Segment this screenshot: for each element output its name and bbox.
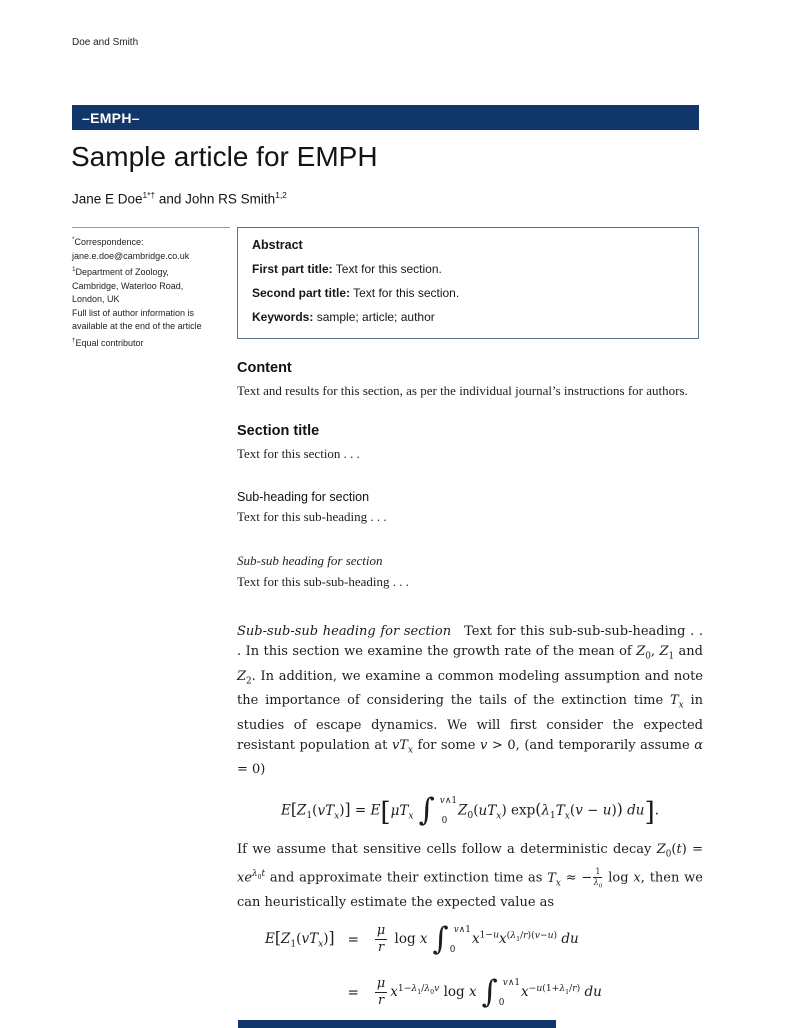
- author-line: Jane E Doe$^{1*\dagger}$ and John RS Smith$^{1,2}$: [72, 190, 287, 207]
- equals-sign: =: [347, 931, 359, 948]
- equation-rhs: $\frac{\mu}{r}$ log x ∫ v∧1 0 $x^{1-u}x^{(\lambda_1/r)(v-u)}$ du: [376, 921, 579, 958]
- sub-sub-heading: Sub-sub heading for section: [237, 553, 383, 568]
- abstract-item-label: Second part title:: [252, 286, 351, 300]
- paragraph-decay: If we assume that sensitive cells follow a deterministic decay $Z_0(t) = xe^{\lambda_0t}$ and approximate their extinction time as $T_x$ ≈ − $\frac{1}{\lambda_0}$ log x, then we can heuristically estimate the expected value as: [237, 841, 703, 911]
- abstract-heading: Abstract: [252, 238, 303, 252]
- abstract-item-text: Text for this section.: [332, 262, 442, 276]
- running-head: Doe and Smith: [72, 37, 139, 48]
- abstract-box: [237, 227, 699, 339]
- abstract-keywords-label: Keywords:: [252, 310, 314, 324]
- equation-rhs: $\frac{\mu}{r}$ $x^{1-\lambda_1/\lambda_0v}$ log x ∫ v∧1 0 $x^{-u(1+\lambda_1/r)}$ du: [376, 974, 602, 1011]
- section-heading-content: Content: [237, 360, 292, 376]
- section-heading-title: Section title: [237, 423, 320, 439]
- sidebar-line: $^1$Department of Zoology,: [72, 266, 169, 277]
- abstract-keywords-text: sample; article; author: [313, 310, 435, 324]
- sub-heading: Sub-heading for section: [237, 490, 370, 504]
- abstract-keywords: [252, 310, 684, 325]
- journal-banner-label: –EMPH–: [82, 109, 140, 126]
- sidebar-line: available at the end of the article: [72, 321, 202, 331]
- article-title: Sample article for EMPH: [71, 141, 378, 172]
- sidebar-line: Cambridge, Waterloo Road,: [72, 280, 184, 291]
- content-body: Text and results for this section, as per the individual journal’s instructions for authors.: [237, 383, 688, 398]
- abstract-item-label: First part title:: [252, 262, 333, 276]
- sub-heading-body: Text for this sub-heading . . .: [237, 509, 387, 524]
- sidebar-line: London, UK: [72, 294, 120, 304]
- main-column: [237, 360, 703, 1028]
- correspondence-sidebar: [72, 227, 230, 350]
- equation-lhs: $E[Z_1(vT_x)]$: [265, 928, 335, 950]
- abstract-item: [252, 262, 684, 277]
- journal-banner: [72, 105, 699, 130]
- sidebar-line-email: jane.e.doe@cambridge.co.uk: [72, 250, 190, 261]
- paragraph-subsubsub: Sub-sub-sub heading for section Text for this sub-sub-sub-heading . . . In this section we examine the growth rate of the mean of $Z_0$, $Z_1$ and $Z_2$. In addition, we examine a common modeling assumption and note the importance of considering the tails of the extinction time $T_x$ in studies of escape dynamics. We will first consider the expected resistant population at $vT_x$ for some v > 0, (and temporarily assume α = 0): [237, 624, 703, 778]
- sidebar-line: †Equal contributor: [72, 336, 144, 348]
- equals-sign: =: [347, 984, 359, 1001]
- footer-banner: [238, 1020, 556, 1028]
- sidebar-line: Full list of author information is: [72, 307, 195, 318]
- equation-aligned-block: [237, 923, 703, 1028]
- abstract-item-text: Text for this section.: [350, 286, 460, 300]
- sub-sub-heading-body: Text for this sub-sub-heading . . .: [237, 574, 410, 589]
- section-body: Text for this section . . .: [237, 446, 360, 461]
- sidebar-line: *Correspondence:: [72, 236, 144, 247]
- abstract-item: [252, 286, 684, 301]
- equation-display: $E[Z_1(vT_x)] = E[\mu T_x$ ∫ v∧1 0 $Z_0(uT_x) \exp(\lambda_1T_x(v - u))$ du].: [281, 792, 659, 829]
